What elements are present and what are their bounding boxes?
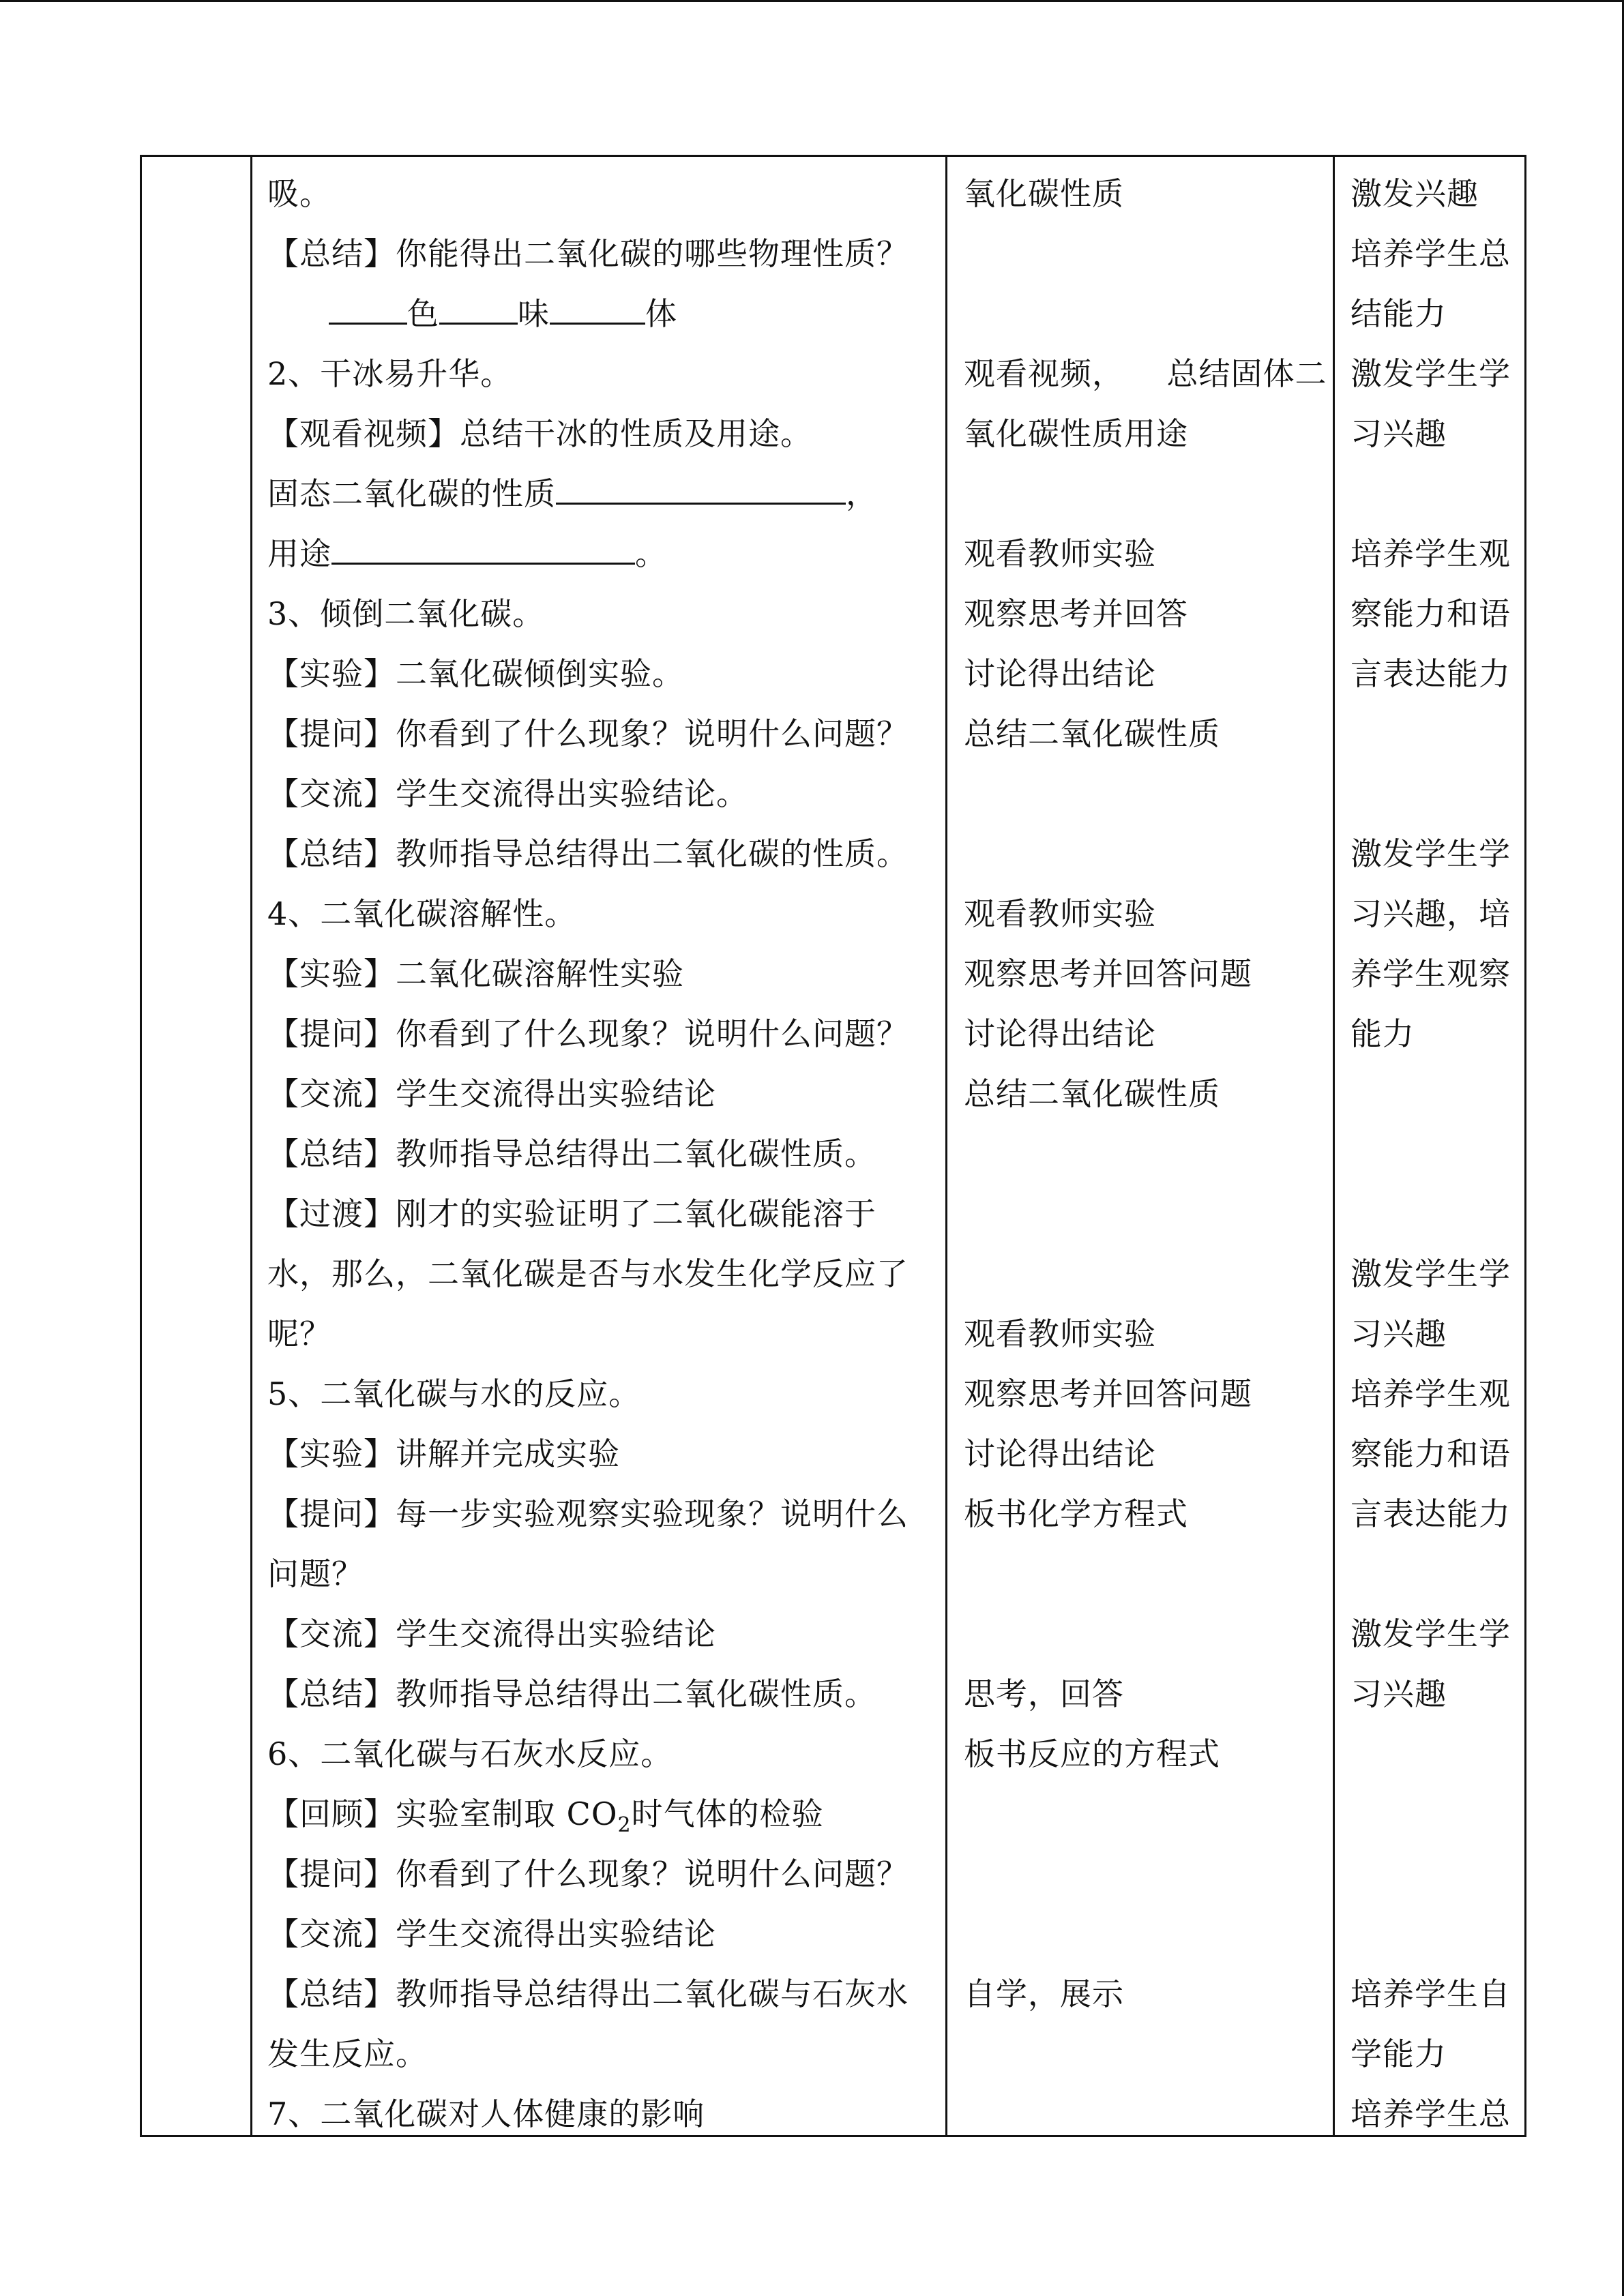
student-line — [964, 2024, 1325, 2084]
intent-line: 言表达能力 — [1350, 655, 1511, 692]
student-line — [964, 1244, 1325, 1304]
use-blank[interactable] — [331, 531, 635, 565]
process-line: 【交流】学生交流得出实验结论 — [267, 1615, 716, 1652]
process-line: 【交流】学生交流得出实验结论 — [267, 1915, 716, 1952]
student-line — [964, 1844, 1325, 1904]
student-activity-column — [964, 164, 1325, 2144]
process-line: 【总结】教师指导总结得出二氧化碳性质。 — [267, 1675, 876, 1712]
student-line — [964, 2084, 1325, 2144]
intent-line: 培养学生观 — [1350, 1375, 1511, 1412]
dry-ice-use-fill: 用途 。 — [267, 524, 936, 584]
student-line: 板书反应的方程式 — [964, 1735, 1220, 1772]
intent-line: 察能力和语 — [1350, 1435, 1511, 1472]
process-line: 【总结】教师指导总结得出二氧化碳与石灰水 — [267, 1976, 909, 2012]
intent-line: 激发学生学 — [1350, 835, 1511, 872]
student-line: 总结二氧化碳性质 — [964, 1075, 1220, 1112]
student-line: 观看视频， 总结固体二 — [964, 355, 1327, 392]
process-line: 【交流】学生交流得出实验结论 — [267, 1075, 716, 1112]
process-line: 【总结】你能得出二氧化碳的哪些物理性质？ — [267, 235, 909, 272]
intent-line: 习兴趣 — [1350, 415, 1447, 452]
intent-line: 习兴趣 — [1350, 1315, 1447, 1352]
intent-line: 培养学生总 — [1350, 2096, 1511, 2132]
process-line: 【总结】教师指导总结得出二氧化碳的性质。 — [267, 835, 909, 872]
column-divider-3 — [1333, 155, 1335, 2137]
student-line — [964, 1604, 1325, 1664]
process-line: 5、二氧化碳与水的反应。 — [267, 1375, 641, 1412]
intent-line — [1350, 1544, 1521, 1604]
process-line: 【实验】二氧化碳溶解性实验 — [267, 955, 684, 992]
intent-line: 激发学生学 — [1350, 1615, 1511, 1652]
student-line: 观看教师实验 — [964, 535, 1156, 572]
student-line — [964, 1544, 1325, 1604]
intent-line: 能力 — [1350, 1015, 1415, 1052]
process-line: 7、二氧化碳对人体健康的影响 — [267, 2096, 705, 2132]
page-top-border — [0, 0, 1624, 2]
process-line: 3、倾倒二氧化碳。 — [267, 595, 545, 632]
student-line: 观看教师实验 — [964, 1315, 1156, 1352]
process-line: 【实验】讲解并完成实验 — [267, 1435, 620, 1472]
student-line: 讨论得出结论 — [964, 1435, 1156, 1472]
intent-line — [1350, 1844, 1521, 1904]
student-line: 观看教师实验 — [964, 895, 1156, 932]
process-line: 【提问】你看到了什么现象？说明什么问题？ — [267, 715, 909, 752]
intent-line: 培养学生观 — [1350, 535, 1511, 572]
process-line: 问题？ — [267, 1555, 364, 1592]
student-line: 讨论得出结论 — [964, 1015, 1156, 1052]
student-line: 观察思考并回答问题 — [964, 1375, 1252, 1412]
student-line — [964, 1904, 1325, 1964]
process-line: 4、二氧化碳溶解性。 — [267, 895, 577, 932]
intent-line: 习兴趣，培 — [1350, 895, 1511, 932]
process-line: 【总结】教师指导总结得出二氧化碳性质。 — [267, 1135, 876, 1172]
intent-line — [1350, 1064, 1521, 1124]
student-line: 观察思考并回答 — [964, 595, 1188, 632]
intent-line: 习兴趣 — [1350, 1675, 1447, 1712]
student-line: 板书化学方程式 — [964, 1495, 1188, 1532]
process-line: 2、干冰易升华。 — [267, 355, 513, 392]
intent-line: 激发学生学 — [1350, 355, 1511, 392]
column-divider-1 — [250, 155, 252, 2137]
process-line: 【提问】你看到了什么现象？说明什么问题？ — [267, 1015, 909, 1052]
student-line: 观察思考并回答问题 — [964, 955, 1252, 992]
process-line: 发生反应。 — [267, 2036, 428, 2072]
student-line: 讨论得出结论 — [964, 655, 1156, 692]
state-blank[interactable] — [550, 291, 645, 325]
teacher-activity-column — [267, 164, 936, 2144]
smell-blank[interactable] — [439, 291, 518, 325]
student-line: 氧化碳性质 — [964, 175, 1124, 212]
review-co2-line: 【回顾】实验室制取 $CO_2$时气体的检验 — [267, 1795, 824, 1837]
intent-line — [1350, 1784, 1521, 1844]
intent-line — [1350, 1904, 1521, 1964]
student-line: 自学，展示 — [964, 1976, 1124, 2012]
intent-line — [1350, 1124, 1521, 1184]
intent-line — [1350, 1184, 1521, 1244]
student-line — [964, 1784, 1325, 1844]
process-line: 【提问】你看到了什么现象？说明什么问题？ — [267, 1855, 909, 1892]
intent-line: 激发兴趣 — [1350, 175, 1479, 212]
student-line: 总结二氧化碳性质 — [964, 715, 1220, 752]
process-line: 呢？ — [267, 1315, 331, 1352]
student-line — [964, 824, 1325, 884]
process-line: 【实验】二氧化碳倾倒实验。 — [267, 655, 684, 692]
process-line: 【过渡】刚才的实验证明了二氧化碳能溶于 — [267, 1195, 876, 1232]
process-line: 吸。 — [267, 175, 331, 212]
intent-line: 结能力 — [1350, 295, 1447, 332]
intent-line — [1350, 764, 1521, 824]
property-blank[interactable] — [556, 471, 846, 505]
student-line — [964, 764, 1325, 824]
student-line: 思考，回答 — [964, 1675, 1124, 1712]
student-line — [964, 1184, 1325, 1244]
process-line: 6、二氧化碳与石灰水反应。 — [267, 1735, 673, 1772]
dry-ice-property-fill: 固态二氧化碳的性质 ， — [267, 464, 936, 524]
intent-line — [1350, 1724, 1521, 1784]
process-line: 水，那么，二氧化碳是否与水发生化学反应了 — [267, 1255, 909, 1292]
intent-line: 言表达能力 — [1350, 1495, 1511, 1532]
intent-line: 学能力 — [1350, 2036, 1447, 2072]
design-intent-column — [1350, 164, 1521, 2144]
intent-line: 养学生观察 — [1350, 955, 1511, 992]
process-line: 【提问】每一步实验观察实验现象？说明什么 — [267, 1495, 909, 1532]
color-blank[interactable] — [329, 291, 407, 325]
intent-line: 培养学生总 — [1350, 235, 1511, 272]
column-divider-2 — [945, 155, 947, 2137]
intent-line — [1350, 464, 1521, 524]
student-line — [964, 464, 1325, 524]
student-line: 氧化碳性质用途 — [964, 415, 1188, 452]
intent-line: 激发学生学 — [1350, 1255, 1511, 1292]
intent-line: 培养学生自 — [1350, 1976, 1511, 2012]
process-line: 【交流】学生交流得出实验结论。 — [267, 775, 748, 812]
student-line — [964, 284, 1325, 344]
intent-line — [1350, 704, 1521, 764]
intent-line: 察能力和语 — [1350, 595, 1511, 632]
student-line — [964, 1124, 1325, 1184]
physical-property-blanks: 色 味 体 — [267, 284, 936, 344]
student-line — [964, 224, 1325, 284]
process-line: 【观看视频】总结干冰的性质及用途。 — [267, 415, 812, 452]
